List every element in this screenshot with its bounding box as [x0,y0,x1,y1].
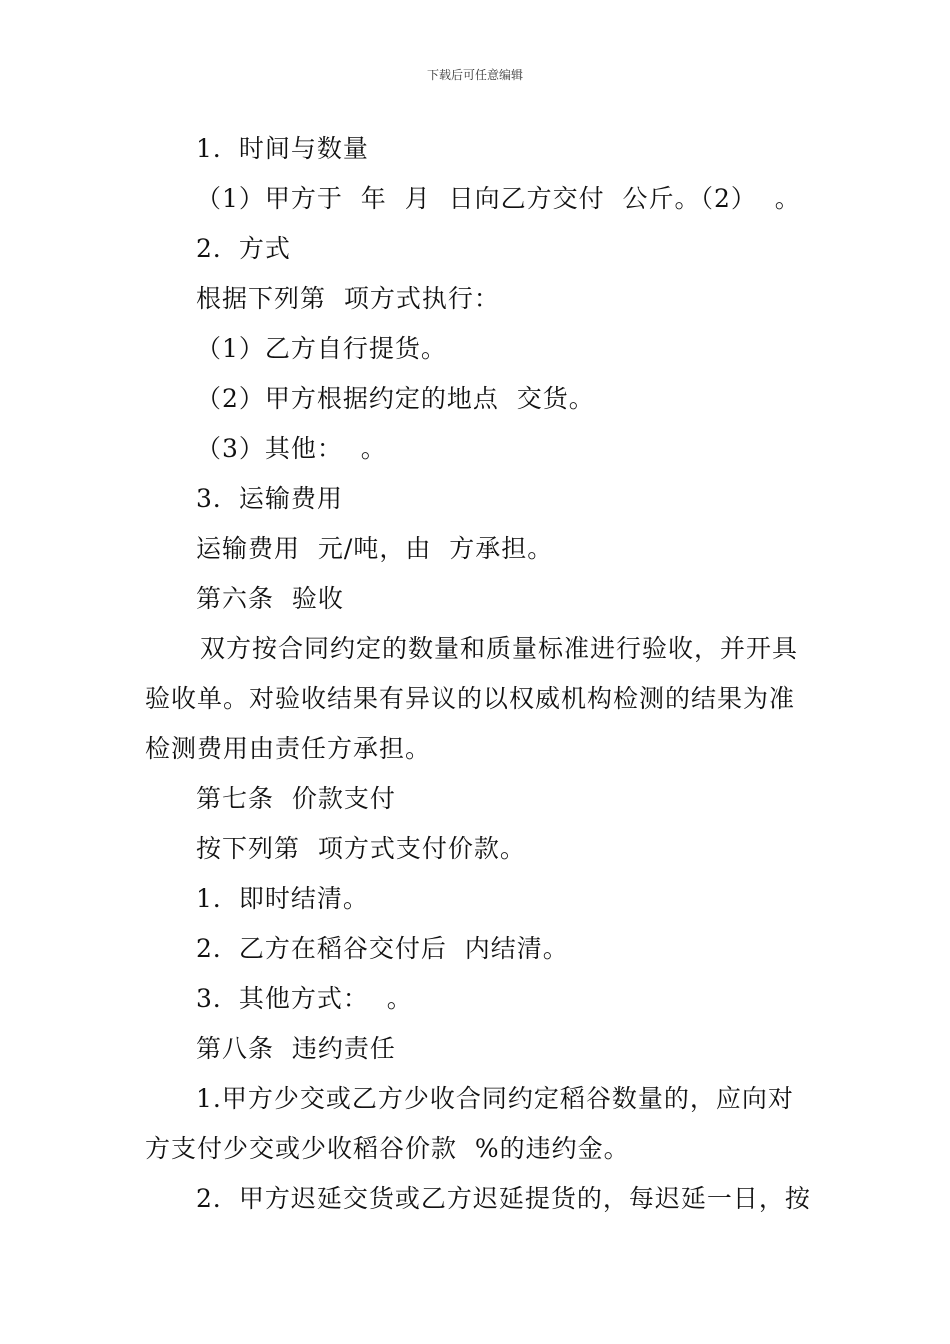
article-6-paragraph-line-1: 双方按合同约定的数量和质量标准进行验收，并开具 [200,634,799,663]
article-8-clause-1-line-2: 方支付少交或少收稻谷价款 %的违约金。 [145,1134,630,1163]
article-8-clause-1-line-1: 1.甲方少交或乙方少收合同约定稻谷数量的，应向对 [196,1084,794,1113]
header-note: 下载后可任意编辑 [426,68,523,82]
article-7-option-1: 1．即时结清。 [196,884,369,913]
item-transport-cost: 运输费用 元/吨，由 方承担。 [196,534,554,563]
item-method-option-2: （2）甲方根据约定的地点 交货。 [196,384,595,413]
item-method-option-3: （3）其他： 。 [196,434,387,463]
article-7-option-3: 3．其他方式： 。 [196,984,413,1013]
article-8-heading: 第八条 违约责任 [196,1034,396,1063]
article-6-paragraph-line-2: 验收单。对验收结果有异议的以权威机构检测的结果为准 [145,684,796,713]
article-8-clause-2-line-1: 2．甲方迟延交货或乙方迟延提货的，每迟延一日，按 [196,1184,811,1213]
item-method-heading: 2．方式 [196,234,291,263]
item-transport-heading: 3．运输费用 [196,484,343,513]
article-7-option-2: 2．乙方在稻谷交付后 内结清。 [196,934,569,963]
item-delivery-date-line: （1）甲方于 年 月 日向乙方交付 公斤。（2） 。 [196,184,801,213]
article-6-paragraph-line-3: 检测费用由责任方承担。 [145,734,432,763]
article-6-heading: 第六条 验收 [196,584,344,613]
article-7-heading: 第七条 价款支付 [196,784,396,813]
item-time-quantity-heading: 1．时间与数量 [196,134,369,163]
item-method-option-1: （1）乙方自行提货。 [196,334,447,363]
item-method-intro: 根据下列第 项方式执行： [196,284,500,313]
article-7-intro: 按下列第 项方式支付价款。 [196,834,526,863]
